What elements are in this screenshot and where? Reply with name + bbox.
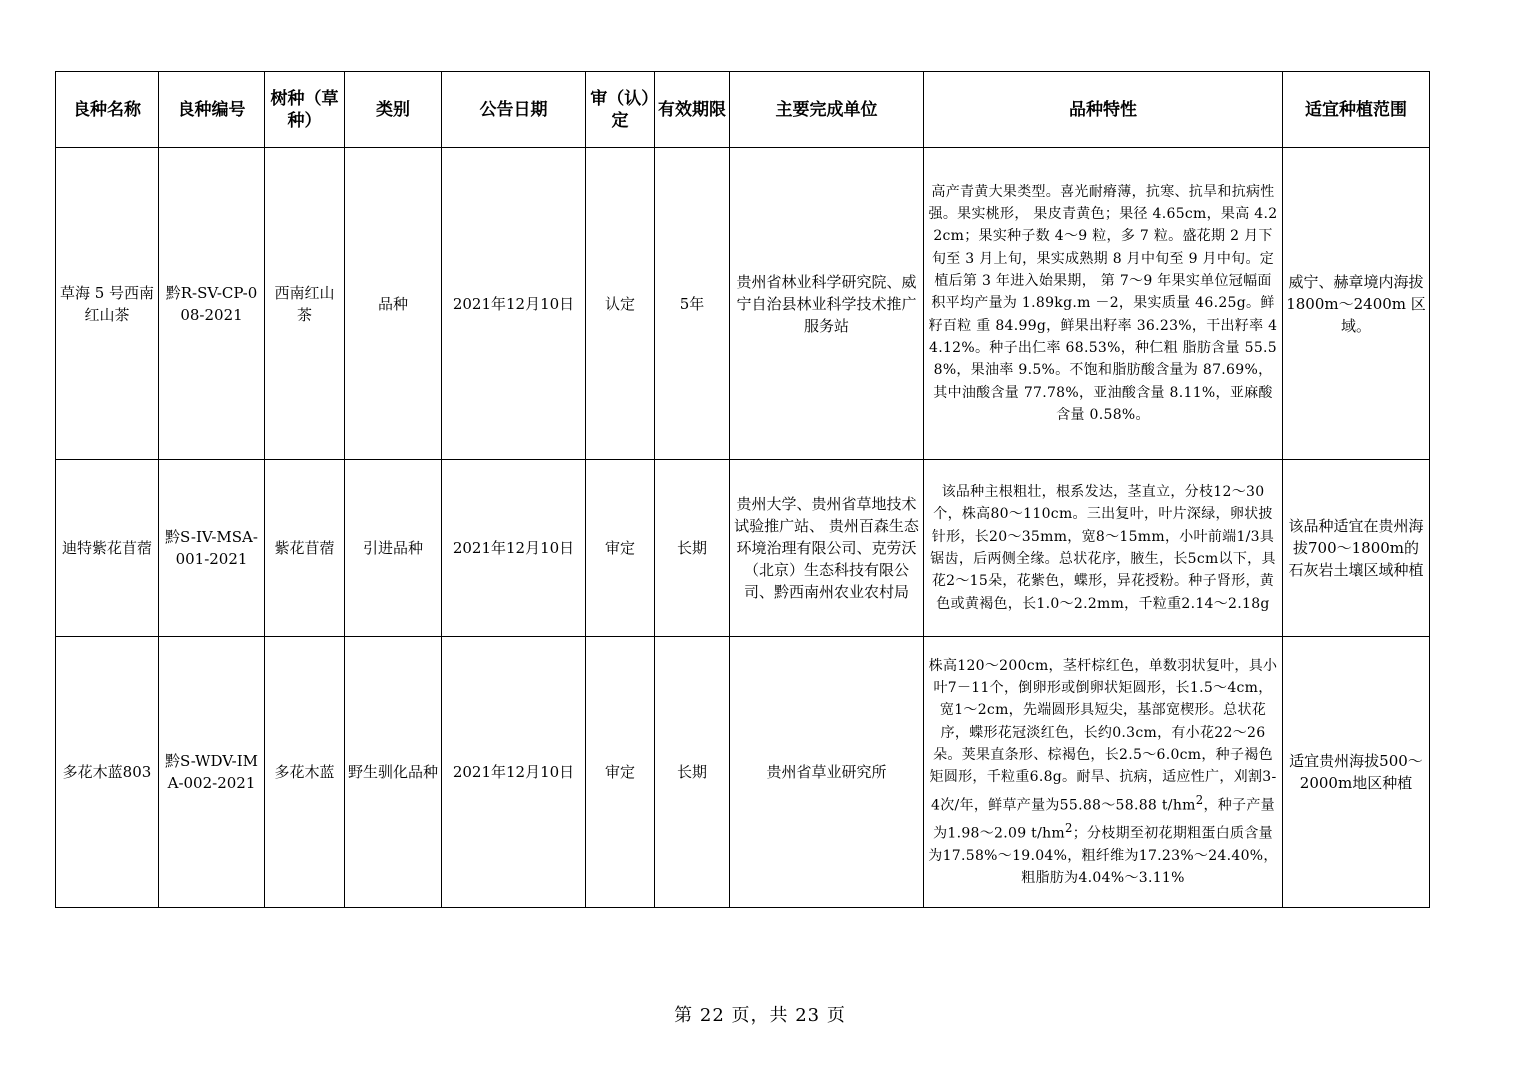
header-variety-code: 良种编号 (159, 72, 265, 148)
seed-variety-table (55, 71, 1430, 908)
category-cell: 品种 (345, 148, 442, 460)
approval-type-cell: 审定 (586, 637, 655, 908)
main-unit-cell: 贵州省草业研究所 (730, 637, 924, 908)
main-unit-cell: 贵州省林业科学研究院、威宁自治县林业科学技术推广服务站 (730, 148, 924, 460)
header-traits: 品种特性 (924, 72, 1283, 148)
variety-name-cell: 迪特紫花苜蓿 (56, 460, 159, 637)
planting-range-cell: 威宁、赫章境内海拔 1800m～2400m 区域。 (1283, 148, 1430, 460)
approval-type-cell: 认定 (586, 148, 655, 460)
table-row (56, 637, 1430, 908)
unit-superscript: 2 (1195, 792, 1204, 807)
planting-range-cell: 该品种适宜在贵州海拔700～1800m的石灰岩土壤区域种植 (1283, 460, 1430, 637)
variety-code-cell: 黔S-IV-MSA-001-2021 (159, 460, 265, 637)
category-cell: 引进品种 (345, 460, 442, 637)
header-species: 树种（草种） (265, 72, 345, 148)
species-cell: 多花木蓝 (265, 637, 345, 908)
page-number-footer: 第 22 页，共 23 页 (674, 1005, 846, 1026)
traits-text-part-3: ；分枝期至初花期粗蛋白质含量为17.58%～19.04%，粗纤维为17.23%～24.40%，粗脂肪为4.04%～3.11% (928, 825, 1278, 886)
main-unit-cell: 贵州大学、贵州省草地技术试验推广站、 贵州百森生态环境治理有限公司、克劳沃（北京）生态科技有限公司、黔西南州农业农村局 (730, 460, 924, 637)
unit-superscript: 2 (1065, 820, 1073, 835)
traits-cell: 高产青黄大果类型。喜光耐瘠薄，抗寒、抗旱和抗病性强。果实桃形， 果皮青黄色；果径 4.65cm，果高 4.22cm；果实种子数 4～9 粒，多 7 粒。盛花期 2 月下旬至 3 月上旬，果实成熟期 8 月中旬至 9 月中旬。定植后第 3 年进入始果期， 第 7～9 年果实单位冠幅面积平均产量为 1.89kg.m －2，果实质量 46.25g。鲜籽百粒 重 84.99g，鲜果出籽率 36.23%，干出籽率 44.12%。种子出仁率 68.53%，种仁粗 脂肪含量 55.58%，果油率 9.5%。不饱和脂肪酸含量为 87.69%，其中油酸含量 77.78%，亚油酸含量 8.11%，亚麻酸含量 0.58%。 (924, 148, 1283, 460)
traits-text-part-1: 株高120～200cm，茎杆棕红色，单数羽状复叶，具小叶7－11个，倒卵形或倒卵状矩圆形，长1.5～4cm，宽1～2cm，先端圆形具短尖，基部宽楔形。总状花序，蝶形花冠淡红色，长约0.3cm，有小花22～26朵。荚果直条形、棕褐色，长2.5～6.0cm，种子褐色矩圆形，千粒重6.8g。耐旱、抗病，适应性广，刈割3-4次/年，鲜草产量为55.88～58.88 t/hm (928, 657, 1278, 814)
variety-name-cell: 多花木蓝803 (56, 637, 159, 908)
traits-text-part-2: ，种子产量为1.98～2.09 t/hm (933, 797, 1275, 842)
variety-code-cell: 黔S-WDV-IMA-002-2021 (159, 637, 265, 908)
header-variety-name: 良种名称 (56, 72, 159, 148)
announce-date-cell: 2021年12月10日 (442, 637, 586, 908)
header-planting-range: 适宜种植范围 (1283, 72, 1430, 148)
approval-type-cell: 审定 (586, 460, 655, 637)
header-approval-type: 审（认）定 (586, 72, 655, 148)
announce-date-cell: 2021年12月10日 (442, 148, 586, 460)
table-row (56, 148, 1430, 460)
header-category: 类别 (345, 72, 442, 148)
header-main-unit: 主要完成单位 (730, 72, 924, 148)
variety-name-cell: 草海 5 号西南红山茶 (56, 148, 159, 460)
species-cell: 西南红山茶 (265, 148, 345, 460)
species-cell: 紫花苜蓿 (265, 460, 345, 637)
table-row (56, 460, 1430, 637)
header-announce-date: 公告日期 (442, 72, 586, 148)
traits-cell (924, 637, 1283, 908)
planting-range-cell: 适宜贵州海拔500～2000m地区种植 (1283, 637, 1430, 908)
announce-date-cell: 2021年12月10日 (442, 460, 586, 637)
validity-cell: 5年 (655, 148, 730, 460)
table-header-row (56, 72, 1430, 148)
validity-cell: 长期 (655, 637, 730, 908)
traits-cell: 该品种主根粗壮，根系发达，茎直立，分枝12～30个，株高80～110cm。三出复叶，叶片深绿，卵状披针形，长20～35mm，宽8～15mm，小叶前端1/3具锯齿，后两侧全缘。总状花序，腋生，长5cm以下，具花2～15朵，花紫色，蝶形，异花授粉。种子肾形，黄色或黄褐色，长1.0～2.2mm，千粒重2.14～2.18g (924, 460, 1283, 637)
header-validity: 有效期限 (655, 72, 730, 148)
variety-code-cell: 黔R-SV-CP-008-2021 (159, 148, 265, 460)
validity-cell: 长期 (655, 460, 730, 637)
category-cell: 野生驯化品种 (345, 637, 442, 908)
